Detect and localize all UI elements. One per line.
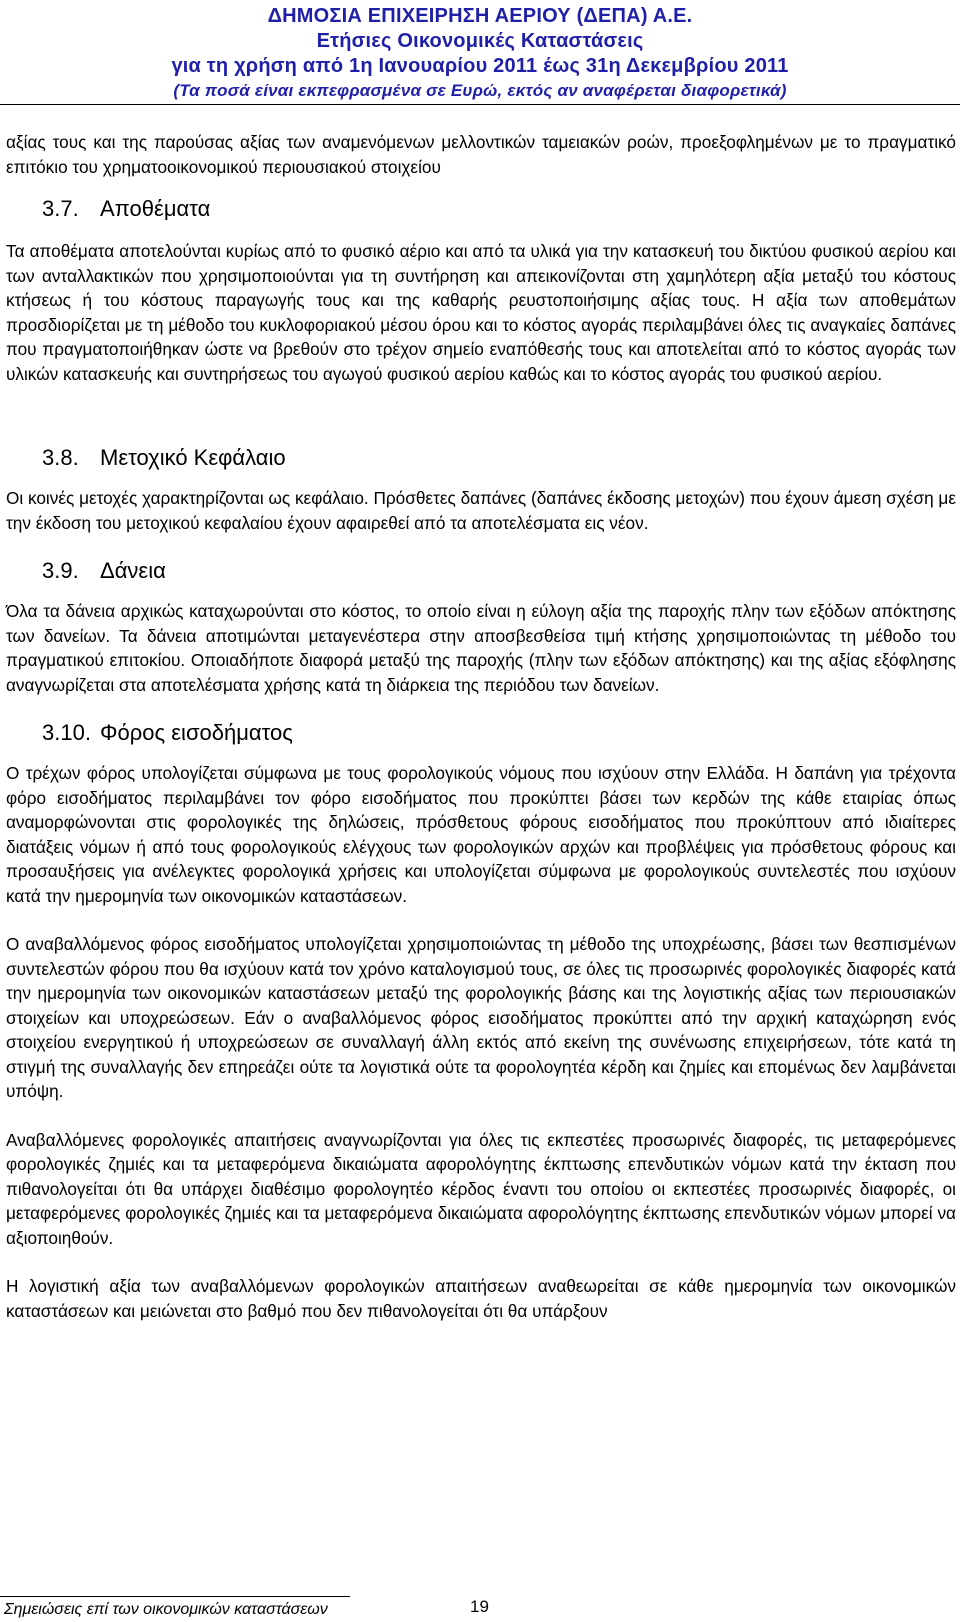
paragraph: Ο τρέχων φόρος υπολογίζεται σύμφωνα με τους φορολογικούς νόμους που ισχύουν στην Ελλάδα. Η δαπάνη για τρέχοντα φόρο εισοδήματος περιλαμβάνει τον φόρο εισοδήματος που προκύπτει βάσει των κερδών της κάθε εταιρίας όπως αναμορφώνονται στις φορολογικές της δηλώσεις, πρόσθετους φόρους εισοδήματος που προκύπτουν από ιδιαίτερες διατάξεις νόμων ή από τους φορολογικούς ελέγχους των φορολογικών αρχών και προβλέψεις για πρόσθετους φόρους και προσαυξήσεις για ανέλεγκτες φορολογικά χρήσεις και υπολογίζεται σύμφωνα με φορολογικούς συντελεστές που ισχύουν κατά την ημερομηνία των οικονομικών καταστάσεων. — [6, 763, 956, 906]
paragraph: Όλα τα δάνεια αρχικώς καταχωρούνται στο κόστος, το οποίο είναι η εύλογη αξία της παροχής πλην των εξόδων απόκτησης των δανείων. Τα δάνεια αποτιμώνται μεταγενέστερα στην αποσβεσθείσα τιμή κτήσης χρησιμοποιώντας τη μέθοδο του πραγματικού επιτοκίου. Οποιαδήποτε διαφορά μεταξύ της παροχής (πλην των εξόδων απόκτησης) και της αξίας εξόφλησης αναγνωρίζεται στα αποτελέσματα χρήσης κατά τη διάρκεια της περιόδου των δανείων. — [6, 601, 956, 695]
footer-divider — [0, 1596, 350, 1597]
section-title: Μετοχικό Κεφάλαιο — [100, 445, 286, 470]
page-number: 19 — [470, 1597, 489, 1616]
section-number: 3.8. — [42, 445, 79, 470]
footer-caption: Σημειώσεις επί των οικονομικών καταστάσεων — [4, 1601, 328, 1618]
section-heading-3-9 — [6, 557, 956, 585]
header-period: για τη χρήση από 1η Ιανουαρίου 2011 έως 31η Δεκεμβρίου 2011 — [171, 55, 789, 77]
paragraph: Αναβαλλόμενες φορολογικές απαιτήσεις αναγνωρίζονται για όλες τις εκπεστέες προσωρινές διαφορές, τις μεταφερόμενες φορολογικές ζημιές και τα μεταφερόμενα δικαιώματα αφορολόγητης έκπτωσης επενδυτικών νόμων κατά την έκταση που πιθανολογείται ότι θα υπάρχει διαθέσιμο φορολογητέο κέρδος έναντι του οποίου οι εκπεστέες προσωρινές διαφορές, οι μεταφερόμενες φορολογικές ζημιές και τα μεταφερόμενα δικαιώματα αφορολόγητης έκπτωσης επενδυτικών νόμων μπορεί να αξιοποιηθούν. — [6, 1129, 956, 1248]
paragraph: Τα αποθέματα αποτελούνται κυρίως από το φυσικό αέριο και από τα υλικά για την κατασκευή του δικτύου φυσικού αερίου και των ανταλλακτικών που χρησιμοποιούνται για τη συντήρηση και απεικονίζονται στη χαμηλότερη αξία μεταξύ του κόστους κτήσεως ή του κόστους παραγωγής τους και της καθαρής ρευστοποιήσιμης αξίας τους. Η αξία των αποθεμάτων προσδιορίζεται με τη μέθοδο του κυκλοφοριακού μέσου όρου και το κόστος αγοράς περιλαμβάνει όλες τις αναγκαίες δαπάνες που πραγματοποιήθηκαν ώστε να βρεθούν στο τρέχον σημείο εναπόθεσής τους και αποτελείται από το κόστος αγοράς των υλικών κατασκευής και συντηρήσεως του αγωγού φυσικού αερίου καθώς και το κόστος αγοράς του φυσικού αερίου. — [6, 241, 956, 384]
paragraph: Οι κοινές μετοχές χαρακτηρίζονται ως κεφάλαιο. Πρόσθετες δαπάνες (δαπάνες έκδοσης μετοχών) που έχουν άμεση σχέση με την έκδοση του μετοχικού κεφαλαίου έχουν αφαιρεθεί από τα αποτελέσματα εις νέον. — [6, 488, 956, 533]
section-number: 3.9. — [42, 558, 79, 583]
section-heading-3-10 — [6, 719, 956, 747]
section-number: 3.7. — [42, 196, 79, 221]
section-heading-3-8 — [6, 444, 956, 472]
header-divider — [0, 104, 960, 105]
section-title: Φόρος εισοδήματος — [100, 720, 293, 745]
section-title: Δάνεια — [100, 558, 166, 583]
paragraph: Η λογιστική αξία των αναβαλλόμενων φορολογικών απαιτήσεων αναθεωρείται σε κάθε ημερομηνία των οικονομικών καταστάσεων και μειώνεται στο βαθμό που δεν πιθανολογείται ότι θα υπάρξουν — [6, 1276, 956, 1321]
intro-paragraph: αξίας τους και της παρούσας αξίας των αναμενόμενων μελλοντικών ταμειακών ροών, προεξοφλημένων με το πραγματικό επιτόκιο του χρηματοοικονομικού περιουσιακού στοιχείου — [6, 132, 956, 177]
paragraph: Ο αναβαλλόμενος φόρος εισοδήματος υπολογίζεται χρησιμοποιώντας τη μέθοδο της υποχρέωσης, βάσει των θεσπισμένων συντελεστών φόρου που θα ισχύουν κατά τον χρόνο καταλογισμού τους, σε όλες τις προσωρινές φορολογικές διαφορές κατά την ημερομηνία των οικονομικών καταστάσεων μεταξύ της φορολογικής βάσης και της λογιστικής αξίας των περιουσιακών στοιχείων και υποχρεώσεων. Εάν ο αναβαλλόμενος φόρος εισοδήματος προκύπτει από την αρχική καταχώρηση ενός στοιχείου ενεργητικού ή υποχρεώσεων σε συναλλαγή άλλη εκτός από εκείνη της συνένωσης επιχειρήσεων, τότε κατά τη στιγμή της συναλλαγής δεν επηρεάζει ούτε τα λογιστικά ούτε τα φορολογητέα κέρδη και ζημίες και επομένως δεν λαμβάνεται υπόψη. — [6, 934, 956, 1101]
header-company: ΔΗΜΟΣΙΑ ΕΠΙΧΕΙΡΗΣΗ ΑΕΡΙΟΥ (ΔΕΠΑ) Α.Ε. — [267, 5, 693, 27]
section-title: Αποθέματα — [100, 196, 211, 221]
section-heading-3-7 — [6, 195, 956, 223]
page-header — [0, 4, 960, 103]
section-number: 3.10. — [42, 720, 91, 745]
header-report-title: Ετήσιες Οικονομικές Καταστάσεις — [316, 30, 644, 52]
document-body — [6, 130, 956, 1323]
header-currency-note: (Τα ποσά είναι εκπεφρασμένα σε Ευρώ, εκτός αν αναφέρεται διαφορετικά) — [173, 81, 787, 100]
